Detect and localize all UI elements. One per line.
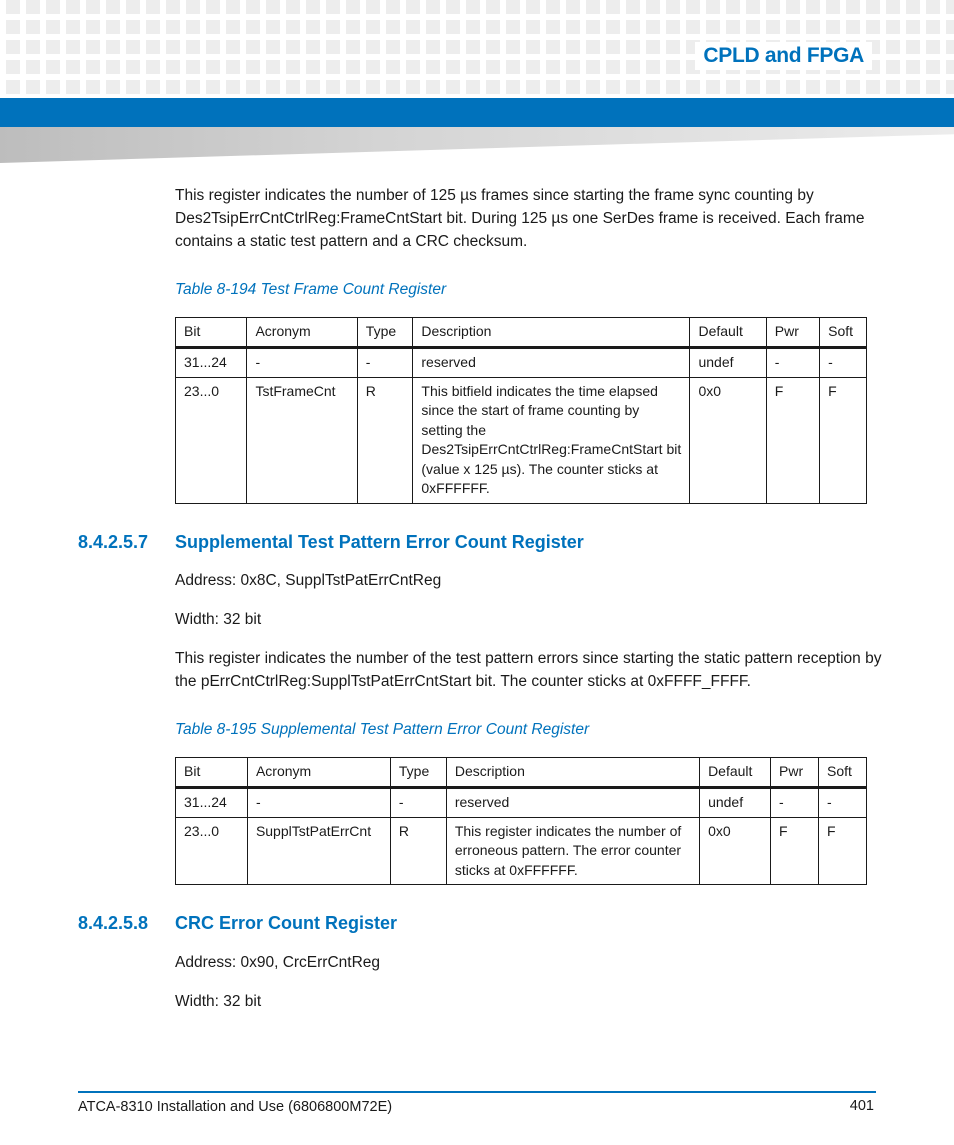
column-header: Acronym (247, 758, 390, 788)
table-cell: TstFrameCnt (247, 377, 357, 503)
table-cell: - (390, 788, 446, 818)
table-row (176, 817, 867, 885)
column-header: Soft (820, 318, 867, 348)
table-cell: undef (700, 788, 771, 818)
intro-paragraph: This register indicates the number of 125 µs frames since starting the frame sync counting by Des2TsipErrCntCtrlReg:FrameCntStart bit. During 125 µs one SerDes frame is received. Each frame contains a static test pattern and a CRC checksum. (175, 187, 865, 250)
table-cell: This bitfield indicates the time elapsed since the start of frame counting by setting the Des2TsipErrCntCtrlReg:FrameCntStart bit (value x 125 µs). The counter sticks at 0xFFFFFF. (413, 377, 690, 503)
table-cell: 0x0 (700, 817, 771, 885)
section-number: 8.4.2.5.7 (78, 532, 149, 552)
page-number: 401 (849, 1098, 874, 1114)
address-text: Address: 0x90, CrcErrCntReg (175, 954, 381, 971)
column-header: Acronym (247, 318, 357, 348)
column-header: Pwr (766, 318, 819, 348)
table-cell: F (820, 377, 867, 503)
column-header: Bit (176, 758, 248, 788)
section-title: CPLD and FPGA (695, 42, 872, 70)
table-cell: F (818, 817, 866, 885)
table-cell: F (771, 817, 819, 885)
table-cell: - (357, 348, 413, 378)
table-cell: SupplTstPatErrCnt (247, 817, 390, 885)
footer-document-title: ATCA-8310 Installation and Use (6806800M72E) (78, 1099, 393, 1115)
footer-rule (78, 1091, 876, 1093)
column-header: Default (690, 318, 766, 348)
table-cell: 31...24 (176, 348, 247, 378)
section-heading-8-4-2-5-7 (78, 532, 584, 553)
table-cell: reserved (446, 788, 699, 818)
table-cell: reserved (413, 348, 690, 378)
column-header: Type (357, 318, 413, 348)
table-cell: This register indicates the number of erroneous pattern. The error counter sticks at 0xFFFFFF. (446, 817, 699, 885)
column-header: Description (446, 758, 699, 788)
table-cell: R (390, 817, 446, 885)
table-cell: - (818, 788, 866, 818)
column-header: Description (413, 318, 690, 348)
section-heading-8-4-2-5-8 (78, 913, 397, 934)
table2-caption: Table 8-195 Supplemental Test Pattern Error Count Register (175, 721, 590, 738)
section-title-text: CRC Error Count Register (175, 913, 398, 933)
table-row (176, 377, 867, 503)
address-text: Address: 0x8C, SupplTstPatErrCntReg (175, 572, 442, 589)
column-header: Bit (176, 318, 247, 348)
column-header: Soft (818, 758, 866, 788)
table1-caption: Table 8-194 Test Frame Count Register (175, 281, 447, 298)
column-header: Type (390, 758, 446, 788)
column-header: Pwr (771, 758, 819, 788)
width-text: Width: 32 bit (175, 993, 262, 1010)
table-header-row (176, 758, 867, 788)
section-number: 8.4.2.5.8 (78, 913, 149, 933)
table-cell: undef (690, 348, 766, 378)
table-cell: R (357, 377, 413, 503)
table-header-row (176, 318, 867, 348)
table1 (175, 317, 867, 504)
width-text: Width: 32 bit (175, 611, 262, 628)
table-cell: - (766, 348, 819, 378)
table-cell: - (820, 348, 867, 378)
table-row (176, 348, 867, 378)
header-blue-bar (0, 98, 954, 127)
header-grey-band (0, 127, 954, 163)
column-header: Default (700, 758, 771, 788)
section-title-text: Supplemental Test Pattern Error Count Register (175, 532, 584, 552)
table-cell: - (247, 348, 357, 378)
table-cell: - (247, 788, 390, 818)
table-cell: 23...0 (176, 817, 248, 885)
table-cell: F (766, 377, 819, 503)
table-cell: 0x0 (690, 377, 766, 503)
table-cell: 23...0 (176, 377, 247, 503)
description-paragraph: This register indicates the number of the test pattern errors since starting the static pattern reception by the pErrCntCtrlReg:SupplTstPatErrCntStart bit. The counter sticks at 0xFFFF_FFFF. (175, 650, 882, 690)
table-cell: 31...24 (176, 788, 248, 818)
table-cell: - (771, 788, 819, 818)
table2 (175, 757, 867, 885)
table-row (176, 788, 867, 818)
